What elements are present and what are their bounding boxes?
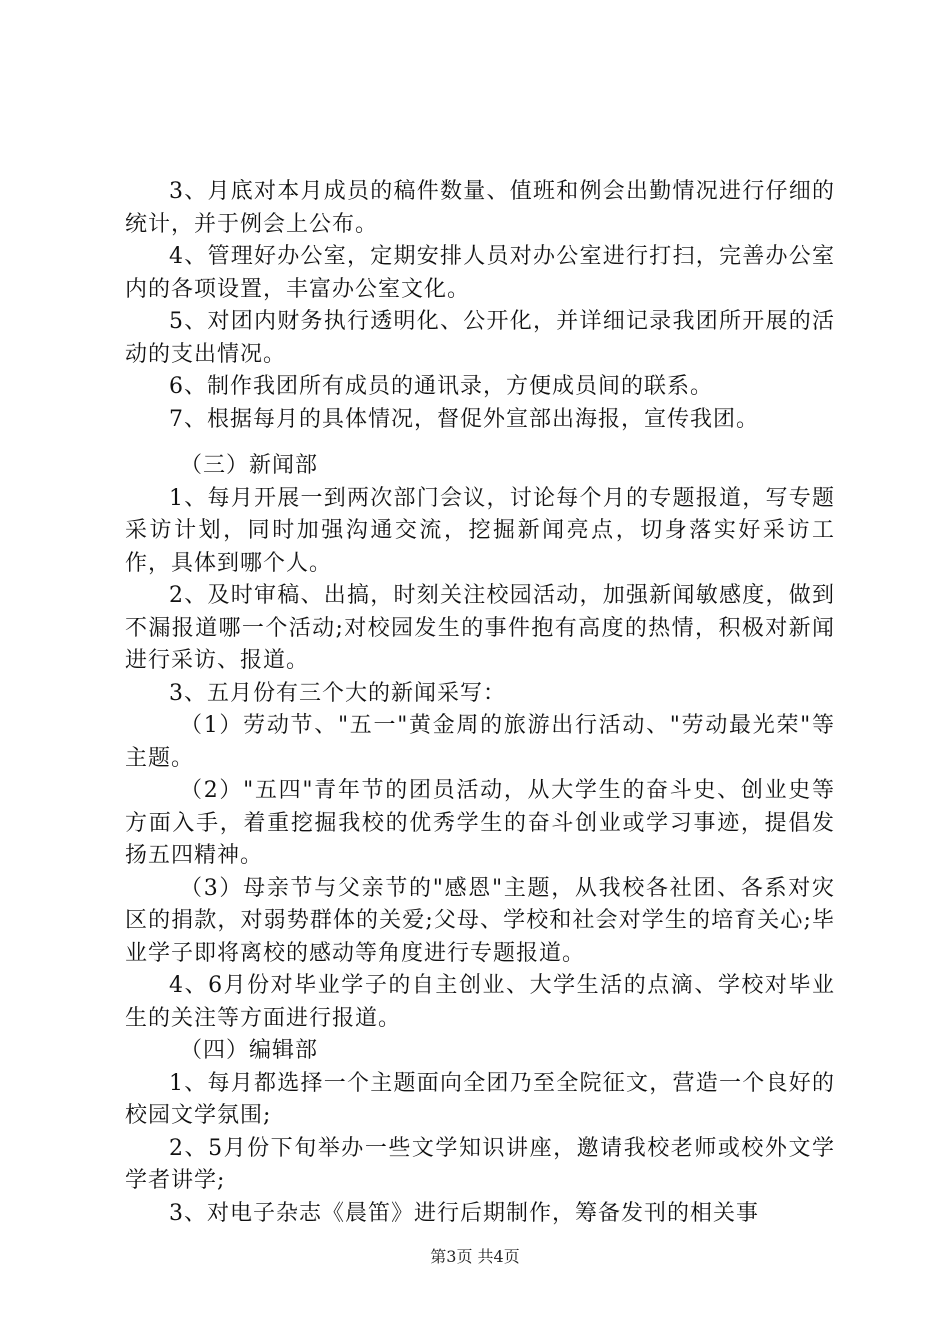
paragraph: 3、五月份有三个大的新闻采写： — [169, 680, 506, 706]
paragraph: 1、每月开展一到两次部门会议，讨论每个月的专题报道，写专题采访计划，同时加强沟通交流，挖掘新闻亮点，切身落实好采访工作，具体到哪个人。 — [125, 485, 835, 576]
paragraph: 3、对电子杂志《晨笛》进行后期制作，筹备发刊的相关事 — [169, 1200, 759, 1226]
paragraph: 2、及时审稿、出搞，时刻关注校园活动，加强新闻敏感度，做到不漏报道哪一个活动;对校园发生的事件抱有高度的热情，积极对新闻进行采访、报道。 — [125, 583, 835, 673]
paragraph: 4、6月份对毕业学子的自主创业、大学生活的点滴、学校对毕业生的关注等方面进行报道。 — [125, 973, 835, 1031]
paragraph: （2）"五四"青年节的团员活动，从大学生的奋斗史、创业史等方面入手，着重挖掘我校的优秀学生的奋斗创业或学习事迹，提倡发扬五四精神。 — [125, 778, 835, 868]
spacer — [125, 436, 835, 450]
section-heading-editorial: （四）编辑部 — [180, 1038, 319, 1063]
paragraph: 2、5月份下旬举办一些文学知识讲座，邀请我校老师或校外文学学者讲学; — [125, 1135, 835, 1193]
paragraph: （3）母亲节与父亲节的"感恩"主题，从我校各社团、各系对灾区的捐款，对弱势群体的关爱;父母、学校和社会对学生的培育关心;毕业学子即将离校的感动等角度进行专题报道。 — [125, 875, 835, 966]
paragraph: 5、对团内财务执行透明化、公开化，并详细记录我团所开展的活动的支出情况。 — [125, 309, 835, 367]
paragraph: 1、每月都选择一个主题面向全团乃至全院征文，营造一个良好的校园文学氛围; — [125, 1070, 835, 1128]
paragraph: 7、根据每月的具体情况，督促外宣部出海报，宣传我团。 — [169, 406, 759, 432]
paragraph: 4、管理好办公室，定期安排人员对办公室进行打扫，完善办公室内的各项设置，丰富办公室文化。 — [125, 244, 835, 302]
paragraph: 3、月底对本月成员的稿件数量、值班和例会出勤情况进行仔细的统计，并于例会上公布。 — [125, 179, 835, 237]
page-footer: 第3页 共4页 — [430, 1247, 520, 1266]
paragraph: （1）劳动节、"五一"黄金周的旅游出行活动、"劳动最光荣"等主题。 — [125, 713, 835, 771]
section-heading-news: （三）新闻部 — [180, 453, 319, 478]
document-body — [125, 176, 835, 1230]
paragraph: 6、制作我团所有成员的通讯录，方便成员间的联系。 — [169, 374, 713, 399]
